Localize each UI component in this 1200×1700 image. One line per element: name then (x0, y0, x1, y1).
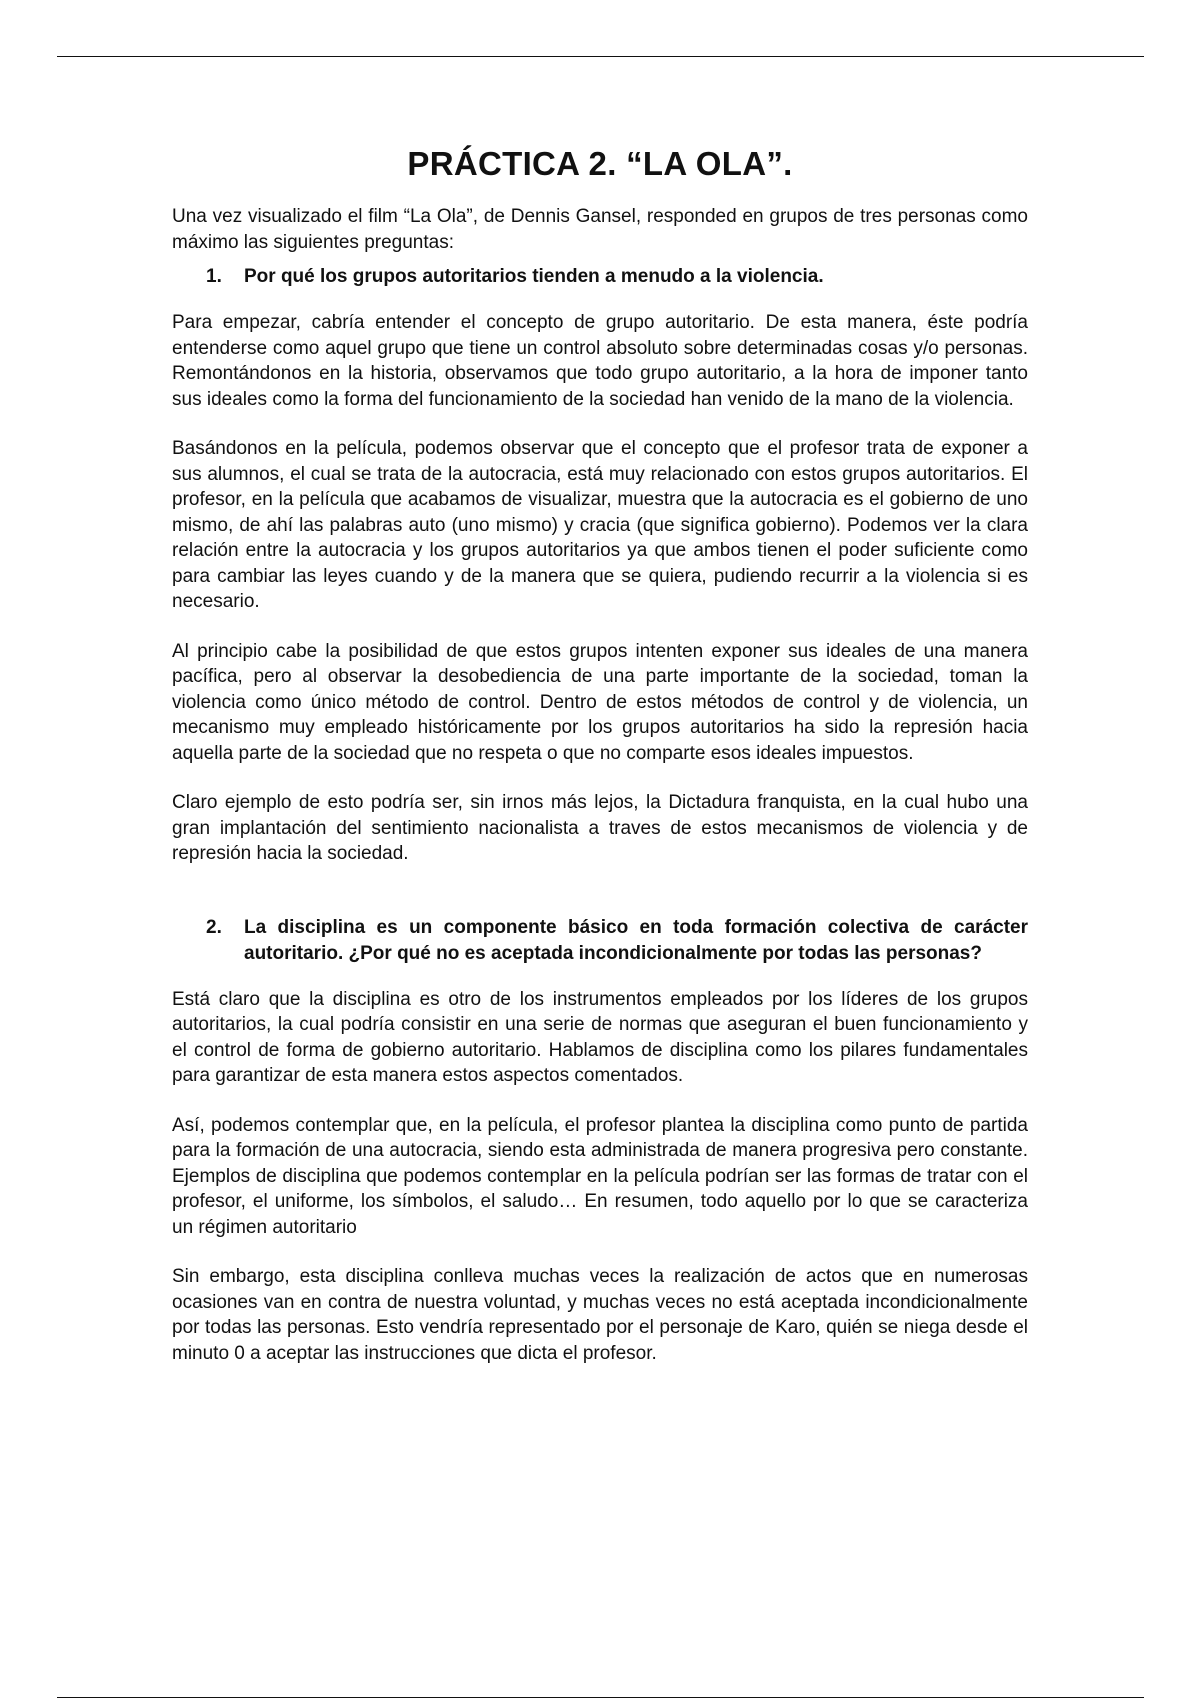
answer-2-paragraph-1: Está claro que la disciplina es otro de los instrumentos empleados por los líderes de los grupos autoritarios, la cual podría consistir en una serie de normas que aseguran el buen funcionamiento y el control de forma de gobierno autoritario. Hablamos de disciplina como los pilares fundamentales para garantizar de esta manera estos aspectos comentados. (172, 988, 1028, 1086)
answer-2-paragraph-2: Así, podemos contemplar que, en la película, el profesor plantea la disciplina como punto de partida para la formación de una autocracia, siendo esta administrada de manera progresiva pero constante. Ejemplos de disciplina que podemos contemplar en la película podrían ser las formas de tratar con el profesor, el uniforme, los símbolos, el saludo… En resumen, todo aquello por lo que se caracteriza un régimen autoritario (172, 1114, 1028, 1238)
answer-1-paragraph-4: Claro ejemplo de esto podría ser, sin irnos más lejos, la Dictadura franquista, en la cual hubo una gran implantación del sentimiento nacionalista a traves de estos mecanismos de violencia y de represión hacia la sociedad. (172, 792, 1028, 864)
document-body (172, 138, 1028, 1390)
intro-paragraph: Una vez visualizado el film “La Ola”, de Dennis Gansel, responded en grupos de tres personas como máximo las siguientes preguntas: (172, 206, 1028, 253)
answer-1-paragraph-3: Al principio cabe la posibilidad de que estos grupos intenten exponer sus ideales de una manera pacífica, pero al observar la desobediencia de una parte importante de la sociedad, toman la violencia como único método de control. Dentro de estos métodos de control y de violencia, un mecanismo muy empleado históricamente por los grupos autoritarios ha sido la represión hacia aquella parte de la sociedad que no respeta o que no comparte esos ideales impuestos. (172, 640, 1028, 764)
question-2-number: 2. (206, 916, 222, 938)
question-1-heading (206, 264, 1028, 290)
header-rule (57, 56, 1144, 57)
footer-rule (57, 1697, 1144, 1698)
answer-1-paragraph-1: Para empezar, cabría entender el concepto de grupo autoritario. De esta manera, éste podría entenderse como aquel grupo que tiene un control absoluto sobre determinadas cosas y/o personas. Remontándonos en la historia, observamos que todo grupo autoritario, a la hora de imponer tanto sus ideales como la forma del funcionamiento de la sociedad han venido de la mano de la violencia. (172, 312, 1028, 410)
answer-2-paragraph-3: Sin embargo, esta disciplina conlleva muchas veces la realización de actos que en numerosas ocasiones van en contra de nuestra voluntad, y muchas veces no está aceptada incondicionalmente por todas las personas. Esto vendría representado por el personaje de Karo, quién se niega desde el minuto 0 a aceptar las instrucciones que dicta el profesor. (172, 1266, 1028, 1364)
page-title: PRÁCTICA 2. “LA OLA”. (407, 145, 793, 182)
answer-1-paragraph-2: Basándonos en la película, podemos observar que el concepto que el profesor trata de exponer a sus alumnos, el cual se trata de la autocracia, está muy relacionado con estos grupos autoritarios. El profesor, en la película que acabamos de visualizar, muestra que la autocracia es el gobierno de uno mismo, de ahí las palabras auto (uno mismo) y cracia (que significa gobierno). Podemos ver la clara relación entre la autocracia y los grupos autoritarios ya que ambos tienen el poder suficiente como para cambiar las leyes cuando y de la manera que se quiera, pudiendo recurrir a la violencia si es necesario. (172, 438, 1028, 612)
question-1-text: Por qué los grupos autoritarios tienden a menudo a la violencia. (244, 266, 824, 287)
question-2-heading (206, 915, 1028, 967)
question-1-number: 1. (206, 266, 222, 287)
question-2-text: La disciplina es un componente básico en toda formación colectiva de carácter autoritario. ¿Por qué no es aceptada incondicionalmente por todas las personas? (244, 916, 1028, 964)
